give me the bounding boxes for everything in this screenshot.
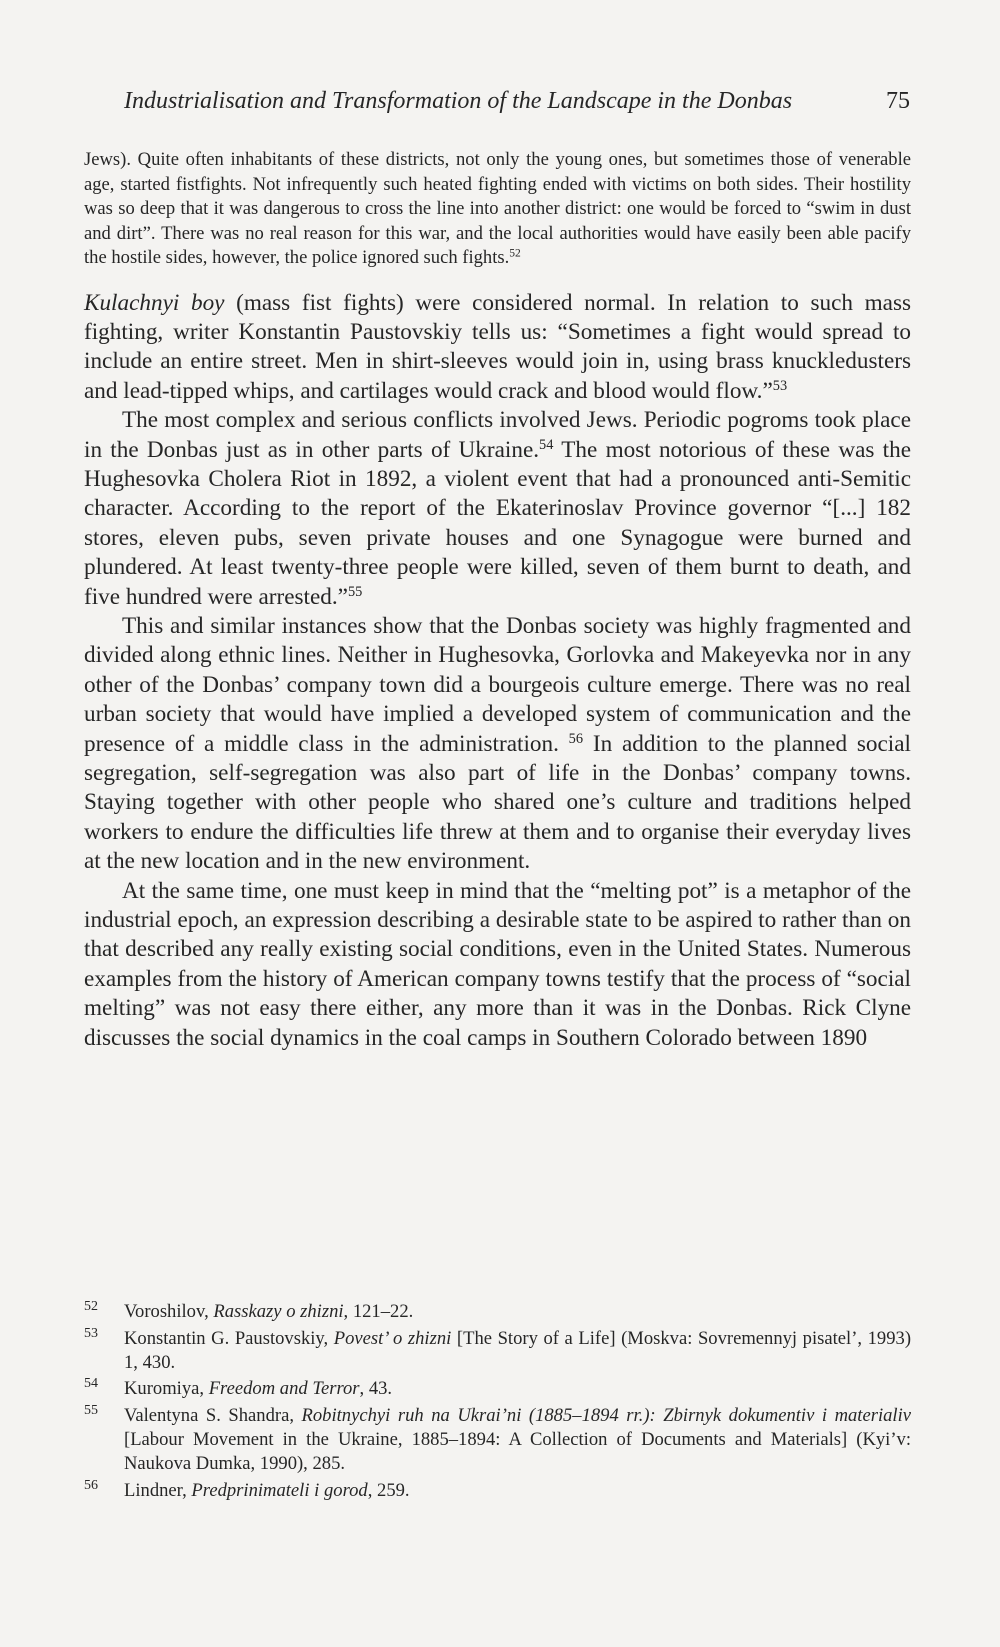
paragraph-continued — [84, 148, 911, 271]
footnote-title: Rasskazy o zhizni — [213, 1301, 344, 1322]
paragraph-kulachnyi-boy — [84, 289, 911, 407]
footnote — [84, 1377, 911, 1401]
paragraph-text: The most notorious of these was the Hughesovka Cholera Riot in 1892, a violent event that had a pronounced anti-Semitic character. According to the report of the Ekaterinoslav Province governor “[...] 182 stores, eleven pubs, seven private houses and one Synagogue were burned and plundered. At least twenty-three people were killed, seven of them burnt to death, and five hundred were arrested.” — [84, 436, 911, 610]
paragraph-text: In addition to the planned social segregation, self-segregation was also part of life in the Donbas’ company towns. Staying together with other people who shared one’s culture and traditions helped workers to endure the difficulties life threw at them and to organise their everyday lives at the new location and in the new environment. — [84, 730, 911, 875]
footnote-text: Konstantin G. Paustovskiy, — [124, 1327, 334, 1349]
footnote-number: 52 — [84, 1299, 98, 1314]
paragraph-lead-term: Kulachnyi boy — [84, 289, 225, 316]
footnote-ref: 54 — [539, 436, 554, 453]
footnote-ref: 52 — [509, 247, 521, 260]
paragraph-melting-pot — [84, 877, 911, 1053]
paragraph-text: Jews). Quite often inhabitants of these districts, not only the young ones, but sometimes those of venerable age, started fistfights. Not infrequently such heated fighting ended with victims on both sides. Their hostility was so deep that it was dangerous to cross the line into another district: one would be forced to “swim in dust and dirt”. There was no real reason for this war, and the local authorities would have easily been able pacify the hostile sides, however, the police ignored such fights. — [84, 149, 911, 268]
footnote — [84, 1479, 911, 1503]
body-text — [84, 148, 911, 1053]
footnote-number: 56 — [84, 1477, 98, 1493]
paragraph-text: At the same time, one must keep in mind that the “melting pot” is a metaphor of the industrial epoch, an expression describing a desirable state to be aspired to rather than on that described any really existing social conditions, even in the United States. Numerous examples from the history of American company towns testify that the process of “social melting” was not easy there either, any more than it was in the Donbas. Rick Clyne discusses the social dynamics in the coal camps in Southern Colorado between 1890 — [84, 877, 911, 1051]
footnote-title: Predprinimateli i gorod — [191, 1479, 368, 1501]
footnote-number: 53 — [84, 1325, 98, 1341]
running-head — [84, 84, 910, 118]
footnote-ref: 56 — [568, 730, 584, 747]
footnote-text: Kuromiya, — [124, 1378, 209, 1400]
footnote-text: , 259. — [367, 1479, 410, 1501]
footnotes — [84, 1300, 911, 1505]
footnote-title: Povest’ o zhizni — [333, 1327, 452, 1349]
footnote-text: Lindner, — [124, 1479, 192, 1501]
footnote-text: Voroshilov, — [124, 1301, 214, 1322]
footnote-title: Robitnychyi ruh na Ukrai’ni (1885–1894 rr.): Zbirnyk dokumentiv i materialiv — [301, 1405, 912, 1427]
footnote — [84, 1300, 911, 1324]
footnote-title: Freedom and Terror — [208, 1378, 360, 1400]
running-title: Industrialisation and Transformation of the Landscape in the Donbas — [124, 88, 793, 114]
paragraph-fragmented-society — [84, 612, 911, 877]
paragraph-text: This and similar instances show that the Donbas society was highly fragmented and divided along ethnic lines. Neither in Hughesovka, Gorlovka and Makeyevka nor in any other of the Donbas’ company town did a bourgeois culture emerge. There was no real urban society that would have implied a developed system of communication and the presence of a middle class in the administration. — [84, 612, 911, 757]
paragraph-text: (mass fist fights) were considered normal. In relation to such mass fighting, writer Konstantin Paustovskiy tells us: “Sometimes a fight would spread to include an entire street. Men in shirt-sleeves would join in, using brass knuckledusters and lead-tipped whips, and cartilages would crack and blood would flow.” — [84, 289, 911, 404]
footnote-ref: 53 — [772, 377, 788, 394]
paragraph-conflicts-jews — [84, 406, 911, 612]
footnote-text: , 121–22. — [343, 1301, 414, 1322]
footnote-number: 55 — [84, 1403, 98, 1419]
footnote-text: Valentyna S. Shandra, — [124, 1405, 302, 1427]
footnote — [84, 1404, 911, 1475]
footnote-number: 54 — [84, 1376, 98, 1392]
footnote-text: [The Story of a Life] (Moskva: Sovremennyj pisatel’, 1993) 1, 430. — [124, 1327, 912, 1373]
paragraph-text: The most complex and serious conflicts involved Jews. Periodic pogroms took place in the Donbas just as in other parts of Ukraine. — [84, 407, 911, 463]
footnote-ref: 55 — [347, 583, 363, 600]
page-number: 75 — [886, 88, 910, 114]
footnote — [84, 1327, 911, 1375]
footnote-text: , 43. — [359, 1378, 393, 1400]
footnote-text: [Labour Movement in the Ukraine, 1885–1894: A Collection of Documents and Materials] (Kyi’v: Naukova Dumka, 1990), 285. — [124, 1428, 911, 1474]
